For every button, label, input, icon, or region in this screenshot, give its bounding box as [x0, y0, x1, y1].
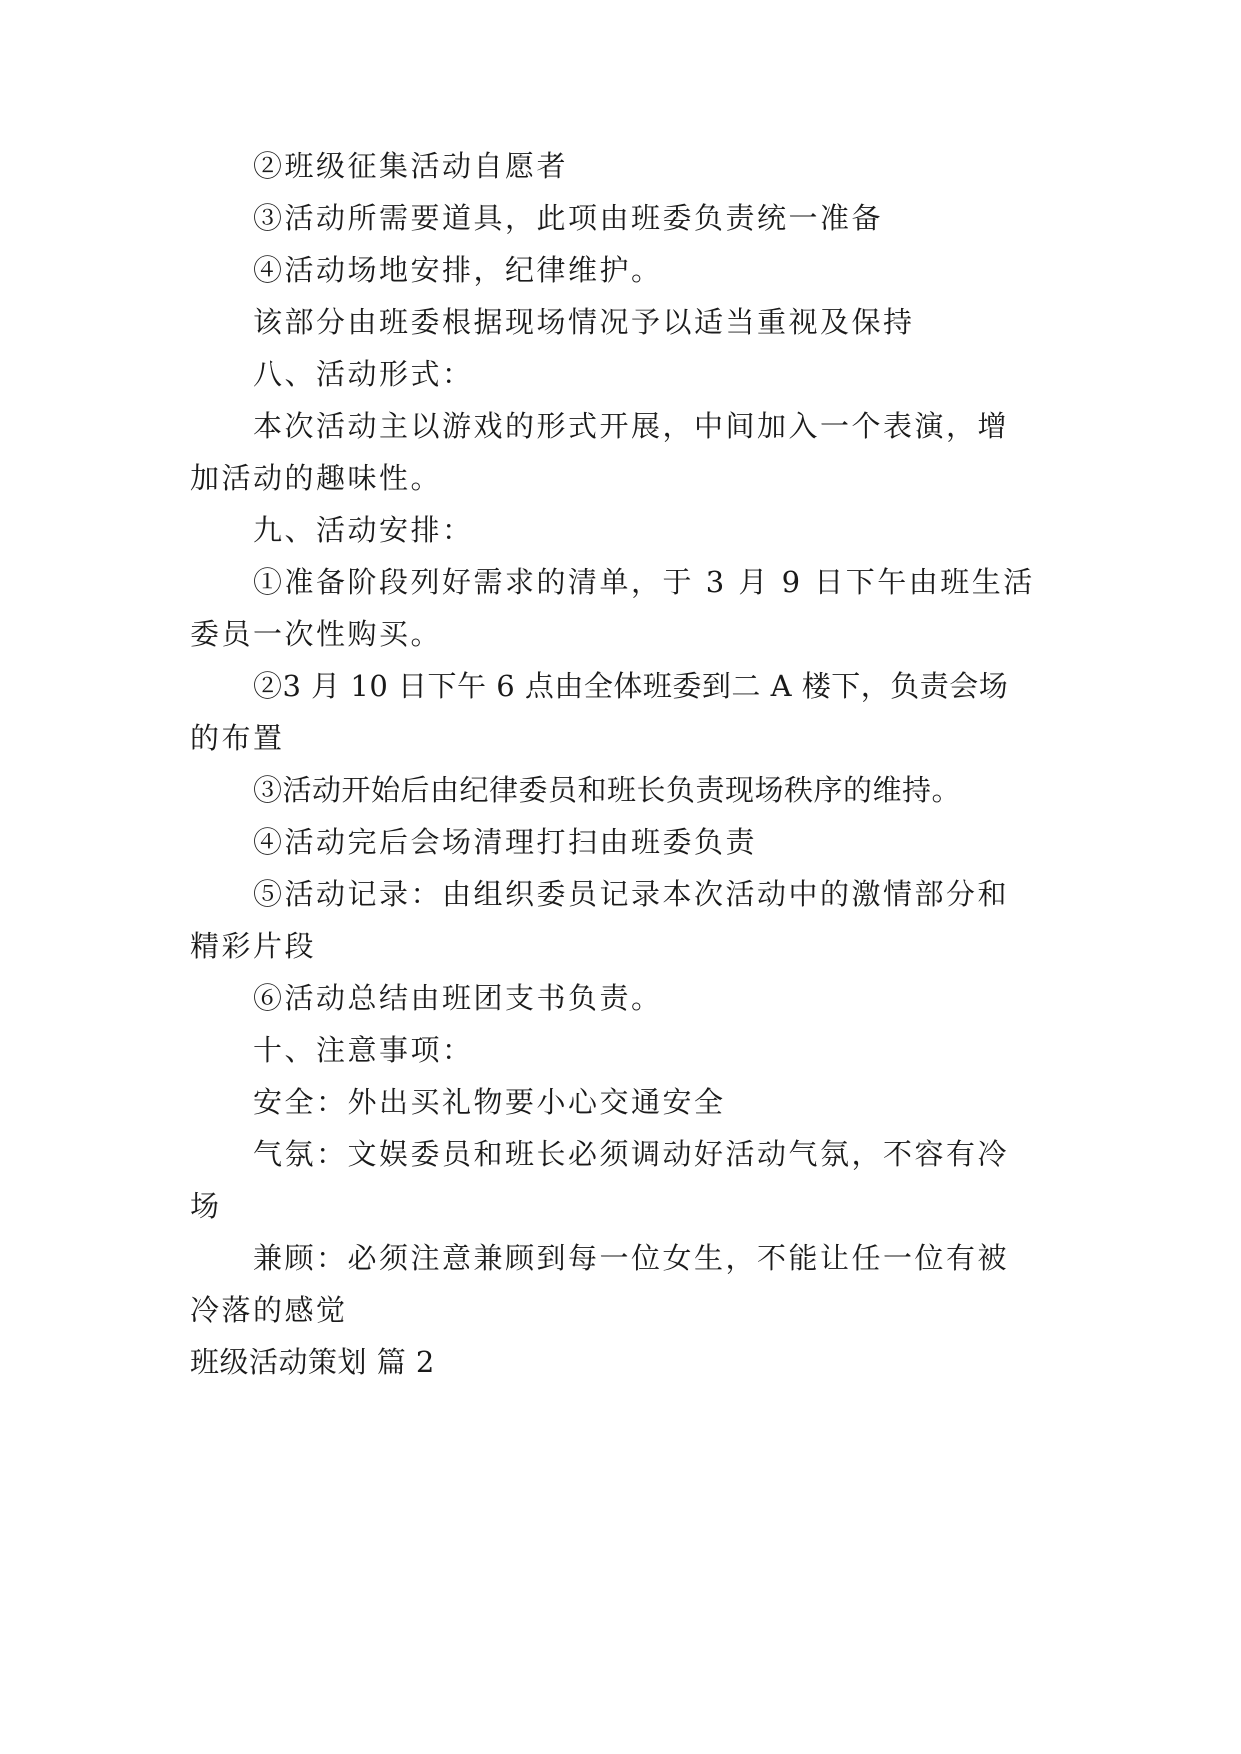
section-heading: 八、活动形式： — [253, 357, 474, 391]
text-line: 精彩片段 — [190, 929, 317, 963]
text-line: 的布置 — [190, 721, 285, 755]
text-line: 兼顾：必须注意兼顾到每一位女生，不能让任一位有被 — [253, 1241, 1010, 1275]
text-line: ③活动所需要道具，此项由班委负责统一准备 — [253, 201, 884, 235]
text-line: ④活动场地安排，纪律维护。 — [253, 253, 663, 287]
text-line: 本次活动主以游戏的形式开展，中间加入一个表演，增 — [253, 409, 1010, 443]
section-heading: 九、活动安排： — [253, 513, 474, 547]
text-line: 气氛：文娱委员和班长必须调动好活动气氛，不容有冷 — [253, 1137, 1010, 1171]
text-line: ④活动完后会场清理打扫由班委负责 — [253, 825, 758, 859]
text-line: 场 — [190, 1189, 222, 1223]
text-line: 冷落的感觉 — [190, 1293, 348, 1327]
text-line: ②3 月 10 日下午 6 点由全体班委到二 A 楼下，负责会场 — [253, 669, 1009, 703]
text-line: ①准备阶段列好需求的清单，于 3 月 9 日下午由班生活 — [253, 565, 1035, 599]
text-line: 委员一次性购买。 — [190, 617, 443, 651]
text-line: ⑤活动记录：由组织委员记录本次活动中的激情部分和 — [253, 877, 1010, 911]
text-line: ⑥活动总结由班团支书负责。 — [253, 981, 663, 1015]
text-line: ②班级征集活动自愿者 — [253, 149, 569, 183]
text-line: 加活动的趣味性。 — [190, 461, 443, 495]
text-line: 该部分由班委根据现场情况予以适当重视及保持 — [253, 305, 915, 339]
text-line: ③活动开始后由纪律委员和班长负责现场秩序的维持。 — [253, 773, 962, 807]
section-heading: 十、注意事项： — [253, 1033, 474, 1067]
text-line: 安全：外出买礼物要小心交通安全 — [253, 1085, 726, 1119]
document-title: 班级活动策划 篇 2 — [190, 1345, 435, 1379]
